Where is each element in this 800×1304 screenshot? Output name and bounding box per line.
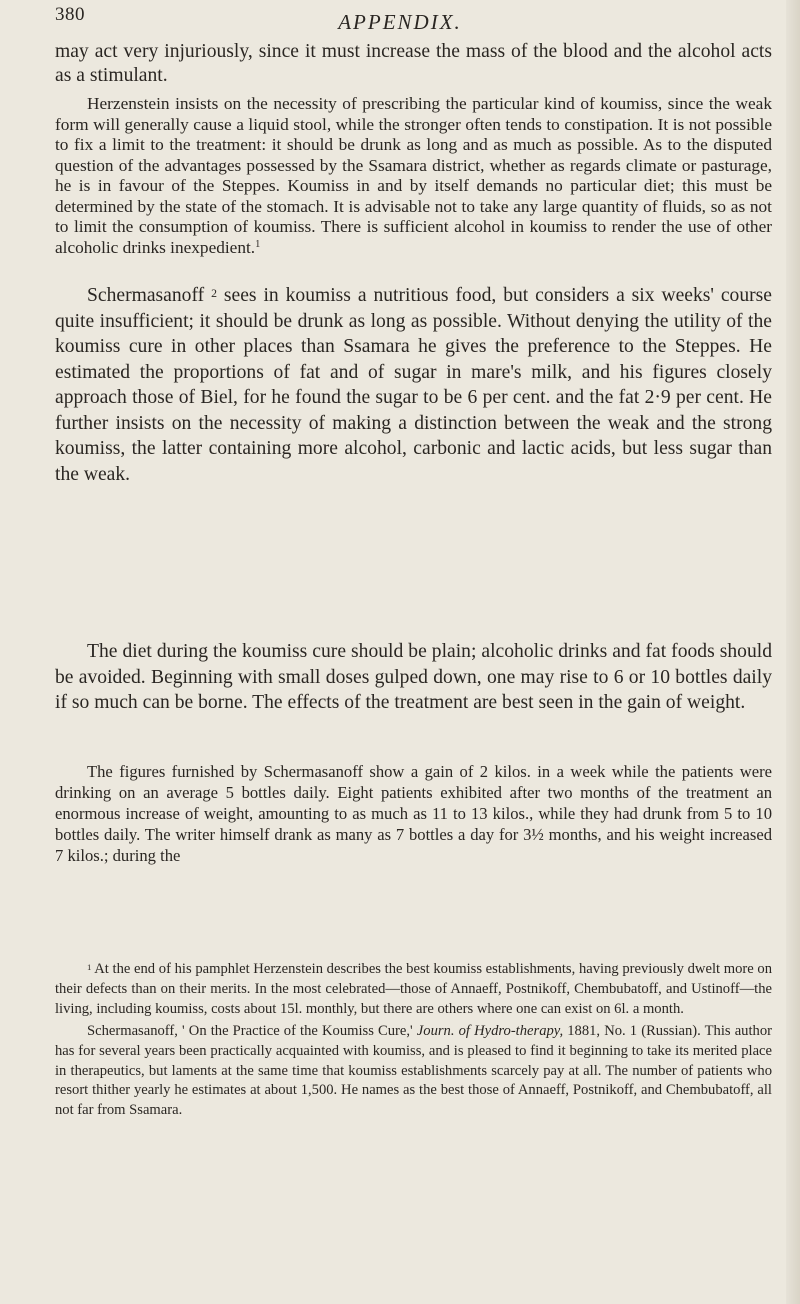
author-name: Schermasanoff [87, 285, 205, 306]
paragraph-figures [55, 762, 772, 867]
footnote-1 [55, 960, 772, 1020]
paragraph-text: may act very injuriously, since it must increase the mass of the blood and the alcohol acts as a stimulant. [55, 41, 772, 86]
running-head: APPENDIX. [338, 10, 462, 34]
footnote-citation: Schermasanoff, ' On the Practice of the Koumiss Cure,' [87, 1022, 413, 1039]
paragraph-diet [55, 639, 772, 716]
footnotes [55, 960, 772, 1121]
paragraph-text: The figures furnished by Schermasanoff show a gain of 2 kilos. in a week while the patients were drinking on an average 5 bottles daily. Eight patients exhibited after two months of the treatment an enormous increase of weight, amounting to as much as 11 to 13 kilos., while they had drunk from 5 to 10 bottles daily. The writer himself drank as many as 7 bottles a day for 3½ months, and his weight increased 7 kilos.; during the [55, 762, 772, 865]
footnote-mark: 1 [87, 962, 92, 973]
footnote-2 [55, 1022, 772, 1122]
paragraph-text: Herzenstein insists on the necessity of prescribing the particular kind of koumiss, since the weak form will generally cause a liquid stool, while the stronger often tends to constipation. It is not possible to fix a limit to the treatment: it should be drunk as long and as much as possible. As to the disputed question of the advantages possessed by the Ssamara district, whether as regards climate or pasturage, he is in favour of the Steppes. Koumiss in and by itself demands no particular diet; this must be determined by the state of the stomach. It is advisable not to take any large quantity of fluids, so as not to limit the consumption of koumiss. There is sufficient alcohol in koumiss to render the use of other alcoholic drinks inexpedient. [55, 94, 772, 257]
paragraph-continuation [55, 40, 772, 87]
footnote-text: 1881, No. 1 (Russian). This author has for several years been practically acquainted with koumiss, and is pleased to find it beginning to take its merited place in therapeutics, but laments at the same time that koumiss establishments scarcely pay at all. The number of patients who resort thither yearly he estimates at about 1,500. He names as the best those of Annaeff, Postnikoff, and Chembubatoff, all not far from Ssamara. [55, 1022, 772, 1119]
footnote-reference: 2 [211, 286, 217, 300]
paragraph-herzenstein [55, 94, 772, 258]
footnote-reference: 1 [255, 239, 261, 251]
paragraph-schermasanoff [55, 283, 772, 487]
footnote-text: At the end of his pamphlet Herzenstein describes the best koumiss establishments, having previously dwelt more on their defects than on their merits. In the most celebrated—those of Annaeff, Postnikoff, Chembubatoff, and Ustinoff—the living, including koumiss, costs about 15l. monthly, but there are others where one can exist on 6l. a month. [55, 961, 772, 1017]
paragraph-text: The diet during the koumiss cure should be plain; alcoholic drinks and fat foods should be avoided. Beginning with small doses gulped down, one may rise to 6 or 10 bottles daily if so much can be borne. The effects of the treatment are best seen in the gain of weight. [55, 641, 772, 713]
page-edge-shadow [786, 0, 800, 1304]
journal-title: Journ. of Hydro-therapy, [416, 1022, 564, 1039]
page-number: 380 [55, 4, 85, 25]
paragraph-text: sees in koumiss a nutritious food, but considers a six weeks' course quite insufficient; it should be drunk as long as possible. Without denying the utility of the koumiss cure in other places than Ssamara he gives the preference to the Steppes. He estimated the proportions of fat and of sugar in mare's milk, and his figures closely approach those of Biel, for he found the sugar to be 6 per cent. and the fat 2·9 per cent. He further insists on the necessity of making a distinction between the weak and the strong koumiss, the latter containing more alcohol, carbonic and lactic acids, but less sugar than the weak. [55, 285, 772, 485]
